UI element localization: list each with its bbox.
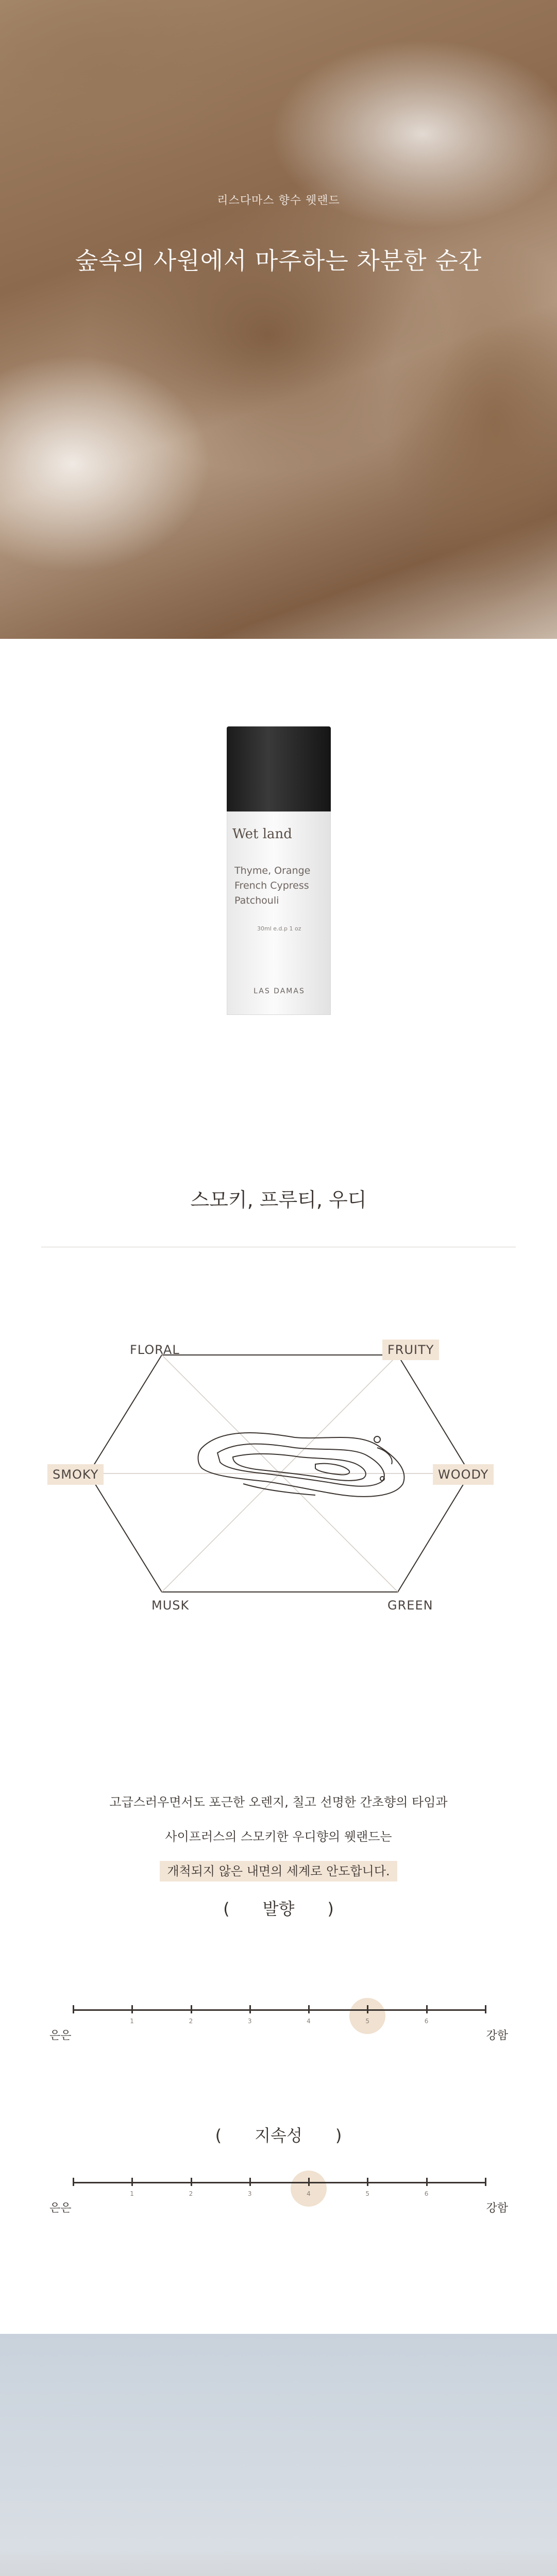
bottle-volume: 30ml e.d.p 1 oz [257,925,301,932]
description-highlight-line [0,1861,557,1879]
scale-tick [367,2178,368,2186]
scale-tick-number: 1 [130,2018,134,2025]
scale-tick [426,2178,428,2186]
scale-tick-number: 1 [130,2190,134,2197]
hexagon-label-floral: FLORAL [130,1343,180,1357]
scent-notes-title: 스모키, 프루티, 우디 [190,1189,367,1211]
hexagon-label-smoky: SMOKY [47,1464,104,1485]
hero-banner-image [0,0,557,639]
scent-contour-shape [198,1433,404,1497]
scale-diffusion [49,1989,508,2042]
hexagon-label-woody: WOODY [433,1464,494,1485]
perfume-bottle-image [227,726,331,1015]
description-line: 고급스러우면서도 포근한 오렌지, 칠고 선명한 간초향의 타임과 [109,1795,448,1809]
scale-line [73,2182,485,2183]
bottle-notes [234,863,330,908]
scale-title-diffusion: ( 발향 ) [223,1899,334,1919]
bottle-note: Patchouli [234,895,279,906]
scale-left-label: 은은 [49,2029,72,2042]
bottle-cap [227,726,331,811]
scale-tick-number: 5 [365,2018,370,2025]
bottle-product-name: Wet land [232,826,292,842]
scale-right-label: 강함 [486,2202,508,2215]
scale-tick-number: 6 [424,2190,429,2197]
scale-left-label: 은은 [49,2202,72,2215]
scale-title-longevity: ( 지속성 ) [215,2126,342,2145]
scale-tick [249,2005,251,2013]
scale-tick [249,2178,251,2186]
hero-subtitle: 리스다마스 향수 웻랜드 [217,194,340,207]
scale-tick [485,2178,486,2186]
landscape-goat-herd-image [0,2334,557,2576]
scale-tick-number: 2 [189,2190,193,2197]
scale-tick [73,2178,74,2186]
hexagon-label-musk: MUSK [151,1598,190,1613]
scale-tick [308,2178,310,2186]
description-line: 사이프러스의 스모키한 우디향의 웻랜드는 [165,1829,392,1844]
scale-tick [191,2005,192,2013]
bottle-note: French Cypress [234,880,309,891]
scent-hexagon-diagram [47,1329,511,1618]
bottle-body [227,811,331,1015]
scale-level-marker [349,1998,385,2034]
scale-right-label: 강함 [486,2029,508,2042]
scale-tick [131,2178,133,2186]
scale-tick [73,2005,74,2013]
scale-line [73,2009,485,2011]
hexagon-label-green: GREEN [387,1598,433,1613]
scale-tick [191,2178,192,2186]
scale-level-marker [291,2171,327,2207]
scale-tick [426,2005,428,2013]
scale-tick-number: 4 [307,2018,311,2025]
scale-tick-number: 5 [365,2190,370,2197]
scale-tick-number: 4 [307,2190,311,2197]
product-image-section [0,639,557,1092]
bottle-note: Thyme, Orange [234,865,311,876]
hero-title: 숲속의 사원에서 마주하는 차분한 순간 [75,247,482,275]
scale-longevity [49,2161,508,2215]
scale-tick-number: 3 [247,2190,252,2197]
bottle-brand: LAS DAMAS [254,987,305,995]
scale-tick [308,2005,310,2013]
description-highlight: 개척되지 않은 내면의 세계로 안도합니다. [160,1861,397,1882]
scale-tick [131,2005,133,2013]
scale-tick-number: 6 [424,2018,429,2025]
scale-tick [367,2005,368,2013]
scale-tick-number: 2 [189,2018,193,2025]
scale-tick [485,2005,486,2013]
hexagon-label-fruity: FRUITY [382,1340,439,1360]
scale-tick-number: 3 [247,2018,252,2025]
